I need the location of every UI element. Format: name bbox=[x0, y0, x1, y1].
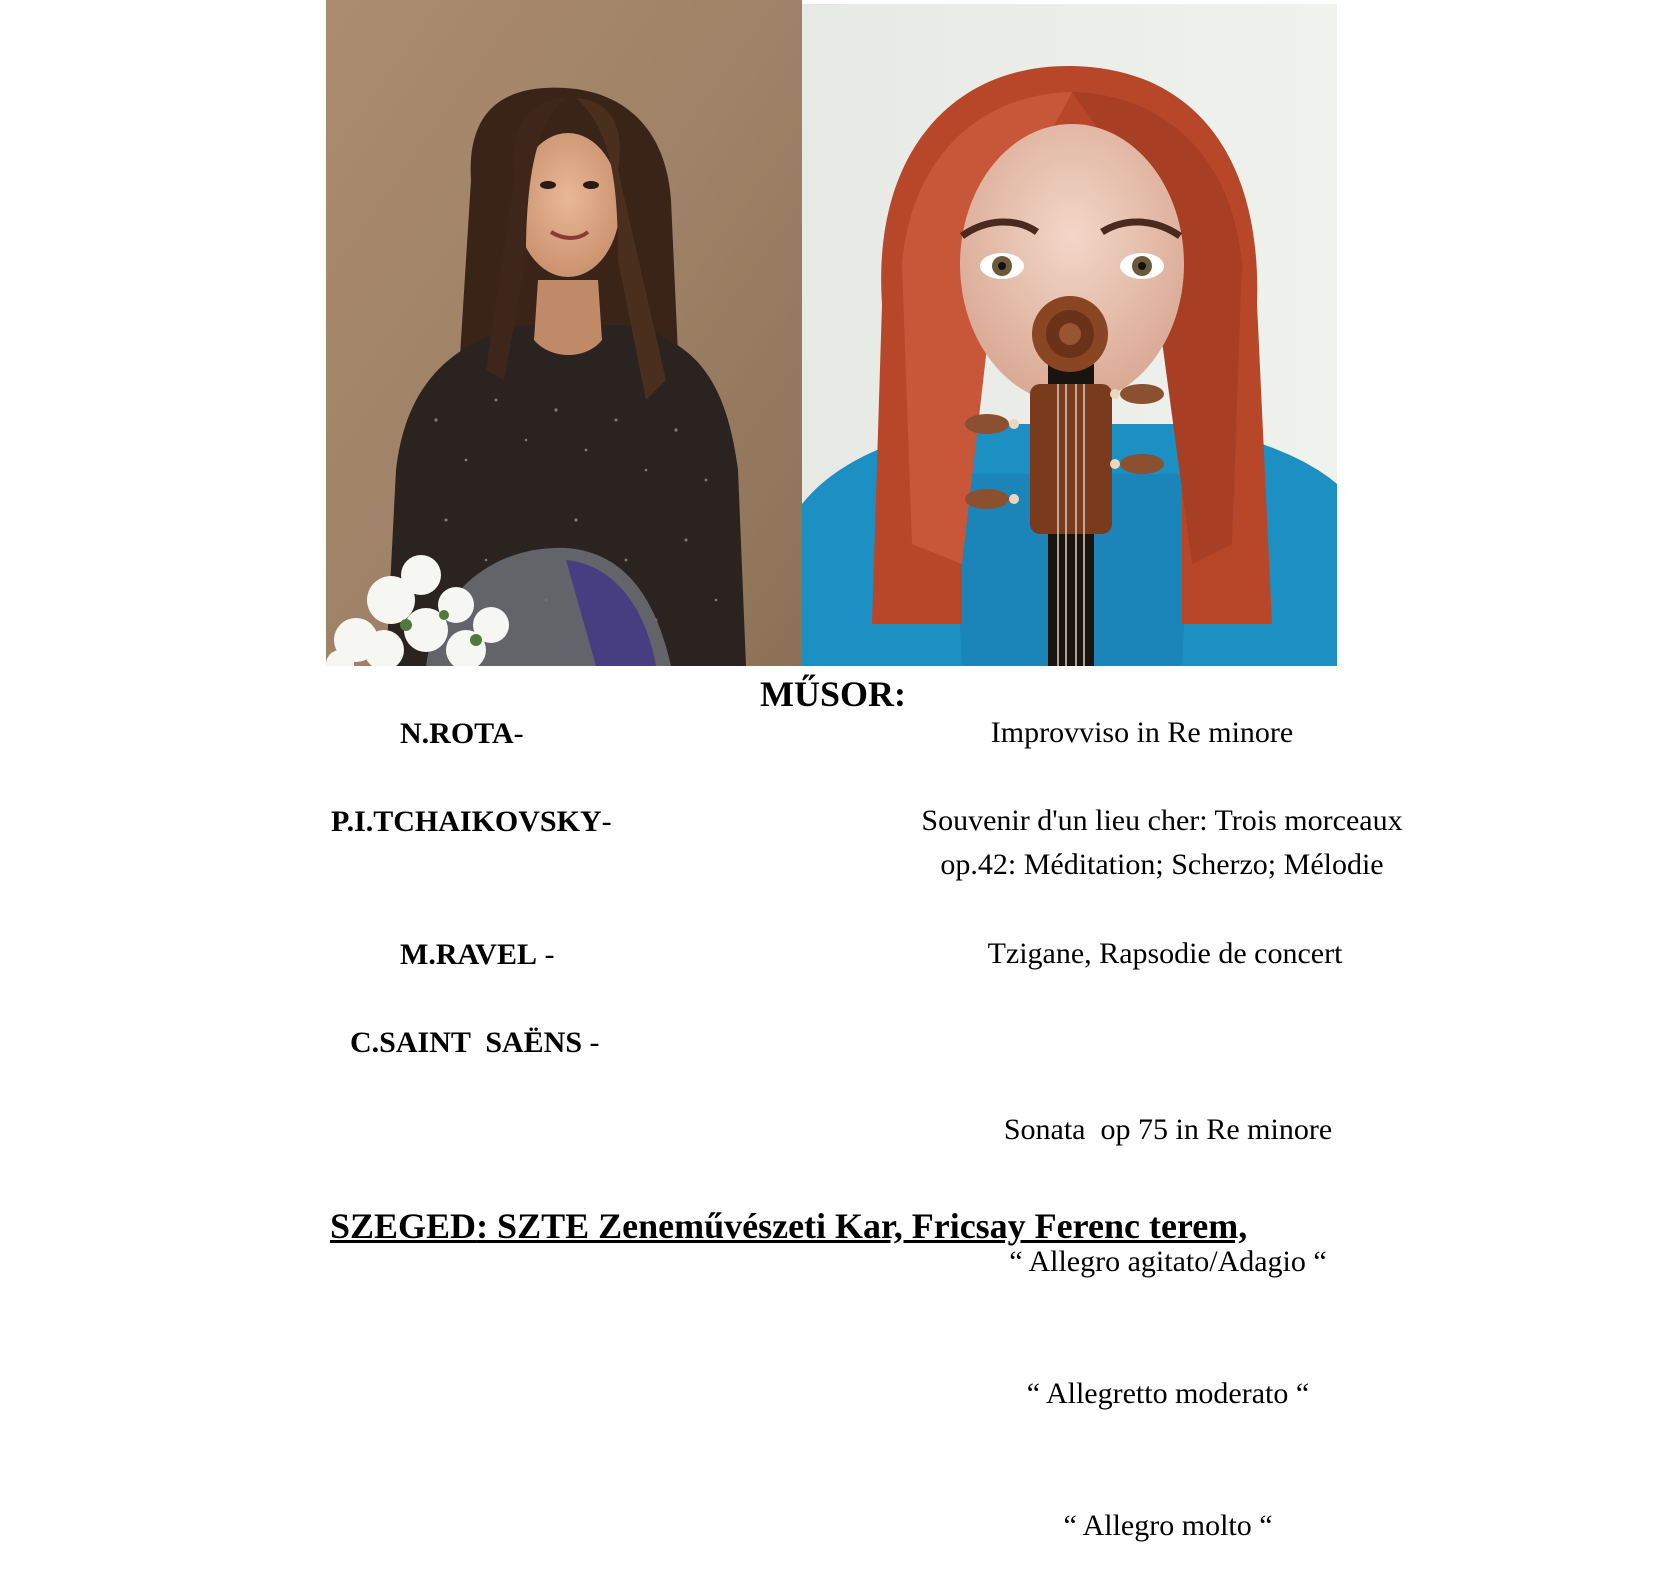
composer-dash: - bbox=[601, 805, 612, 838]
violinist-image bbox=[802, 4, 1337, 666]
composer-dash: - bbox=[513, 717, 524, 750]
work-rota bbox=[832, 711, 1452, 755]
pianist-image bbox=[326, 0, 802, 666]
work-line: “ Allegro agitato/Adagio “ bbox=[1009, 1245, 1327, 1278]
program-heading: MŰSOR: bbox=[760, 674, 906, 714]
composer-name: C.SAINT SAËNS bbox=[350, 1026, 583, 1059]
composer-saint-saens bbox=[350, 1025, 600, 1061]
work-line: Souvenir d'un lieu cher: Trois morceaux bbox=[921, 804, 1403, 837]
venue-text: : SZTE Zeneművészeti Kar, Fricsay Ferenc terem, bbox=[476, 1206, 1248, 1246]
work-line: Improvviso in Re minore bbox=[990, 716, 1294, 749]
composer-tchaikovsky bbox=[331, 804, 612, 840]
work-line: “ Allegretto moderato “ bbox=[1026, 1377, 1310, 1410]
work-line: Sonata op 75 in Re minore bbox=[1003, 1113, 1333, 1146]
work-saint-saens bbox=[858, 1020, 1478, 1592]
pianist-photo bbox=[326, 0, 802, 666]
work-line: “ Allegro molto “ bbox=[1063, 1509, 1273, 1542]
composer-name: P.I.TCHAIKOVSKY bbox=[331, 805, 602, 838]
composer-rota bbox=[400, 716, 524, 752]
work-tchaikovsky bbox=[852, 799, 1472, 887]
venue-city: SZEGED bbox=[330, 1206, 477, 1246]
venue-line bbox=[330, 1205, 1247, 1247]
violinist-photo bbox=[802, 4, 1337, 666]
work-line: op.42: Méditation; Scherzo; Mélodie bbox=[940, 848, 1384, 881]
composer-ravel bbox=[400, 937, 554, 973]
work-line: Tzigane, Rapsodie de concert bbox=[987, 937, 1343, 970]
composer-name: N.ROTA bbox=[400, 717, 514, 750]
composer-dash: - bbox=[582, 1026, 600, 1059]
work-ravel bbox=[855, 932, 1475, 976]
composer-name: M.RAVEL bbox=[400, 938, 537, 971]
composer-dash: - bbox=[536, 938, 555, 971]
